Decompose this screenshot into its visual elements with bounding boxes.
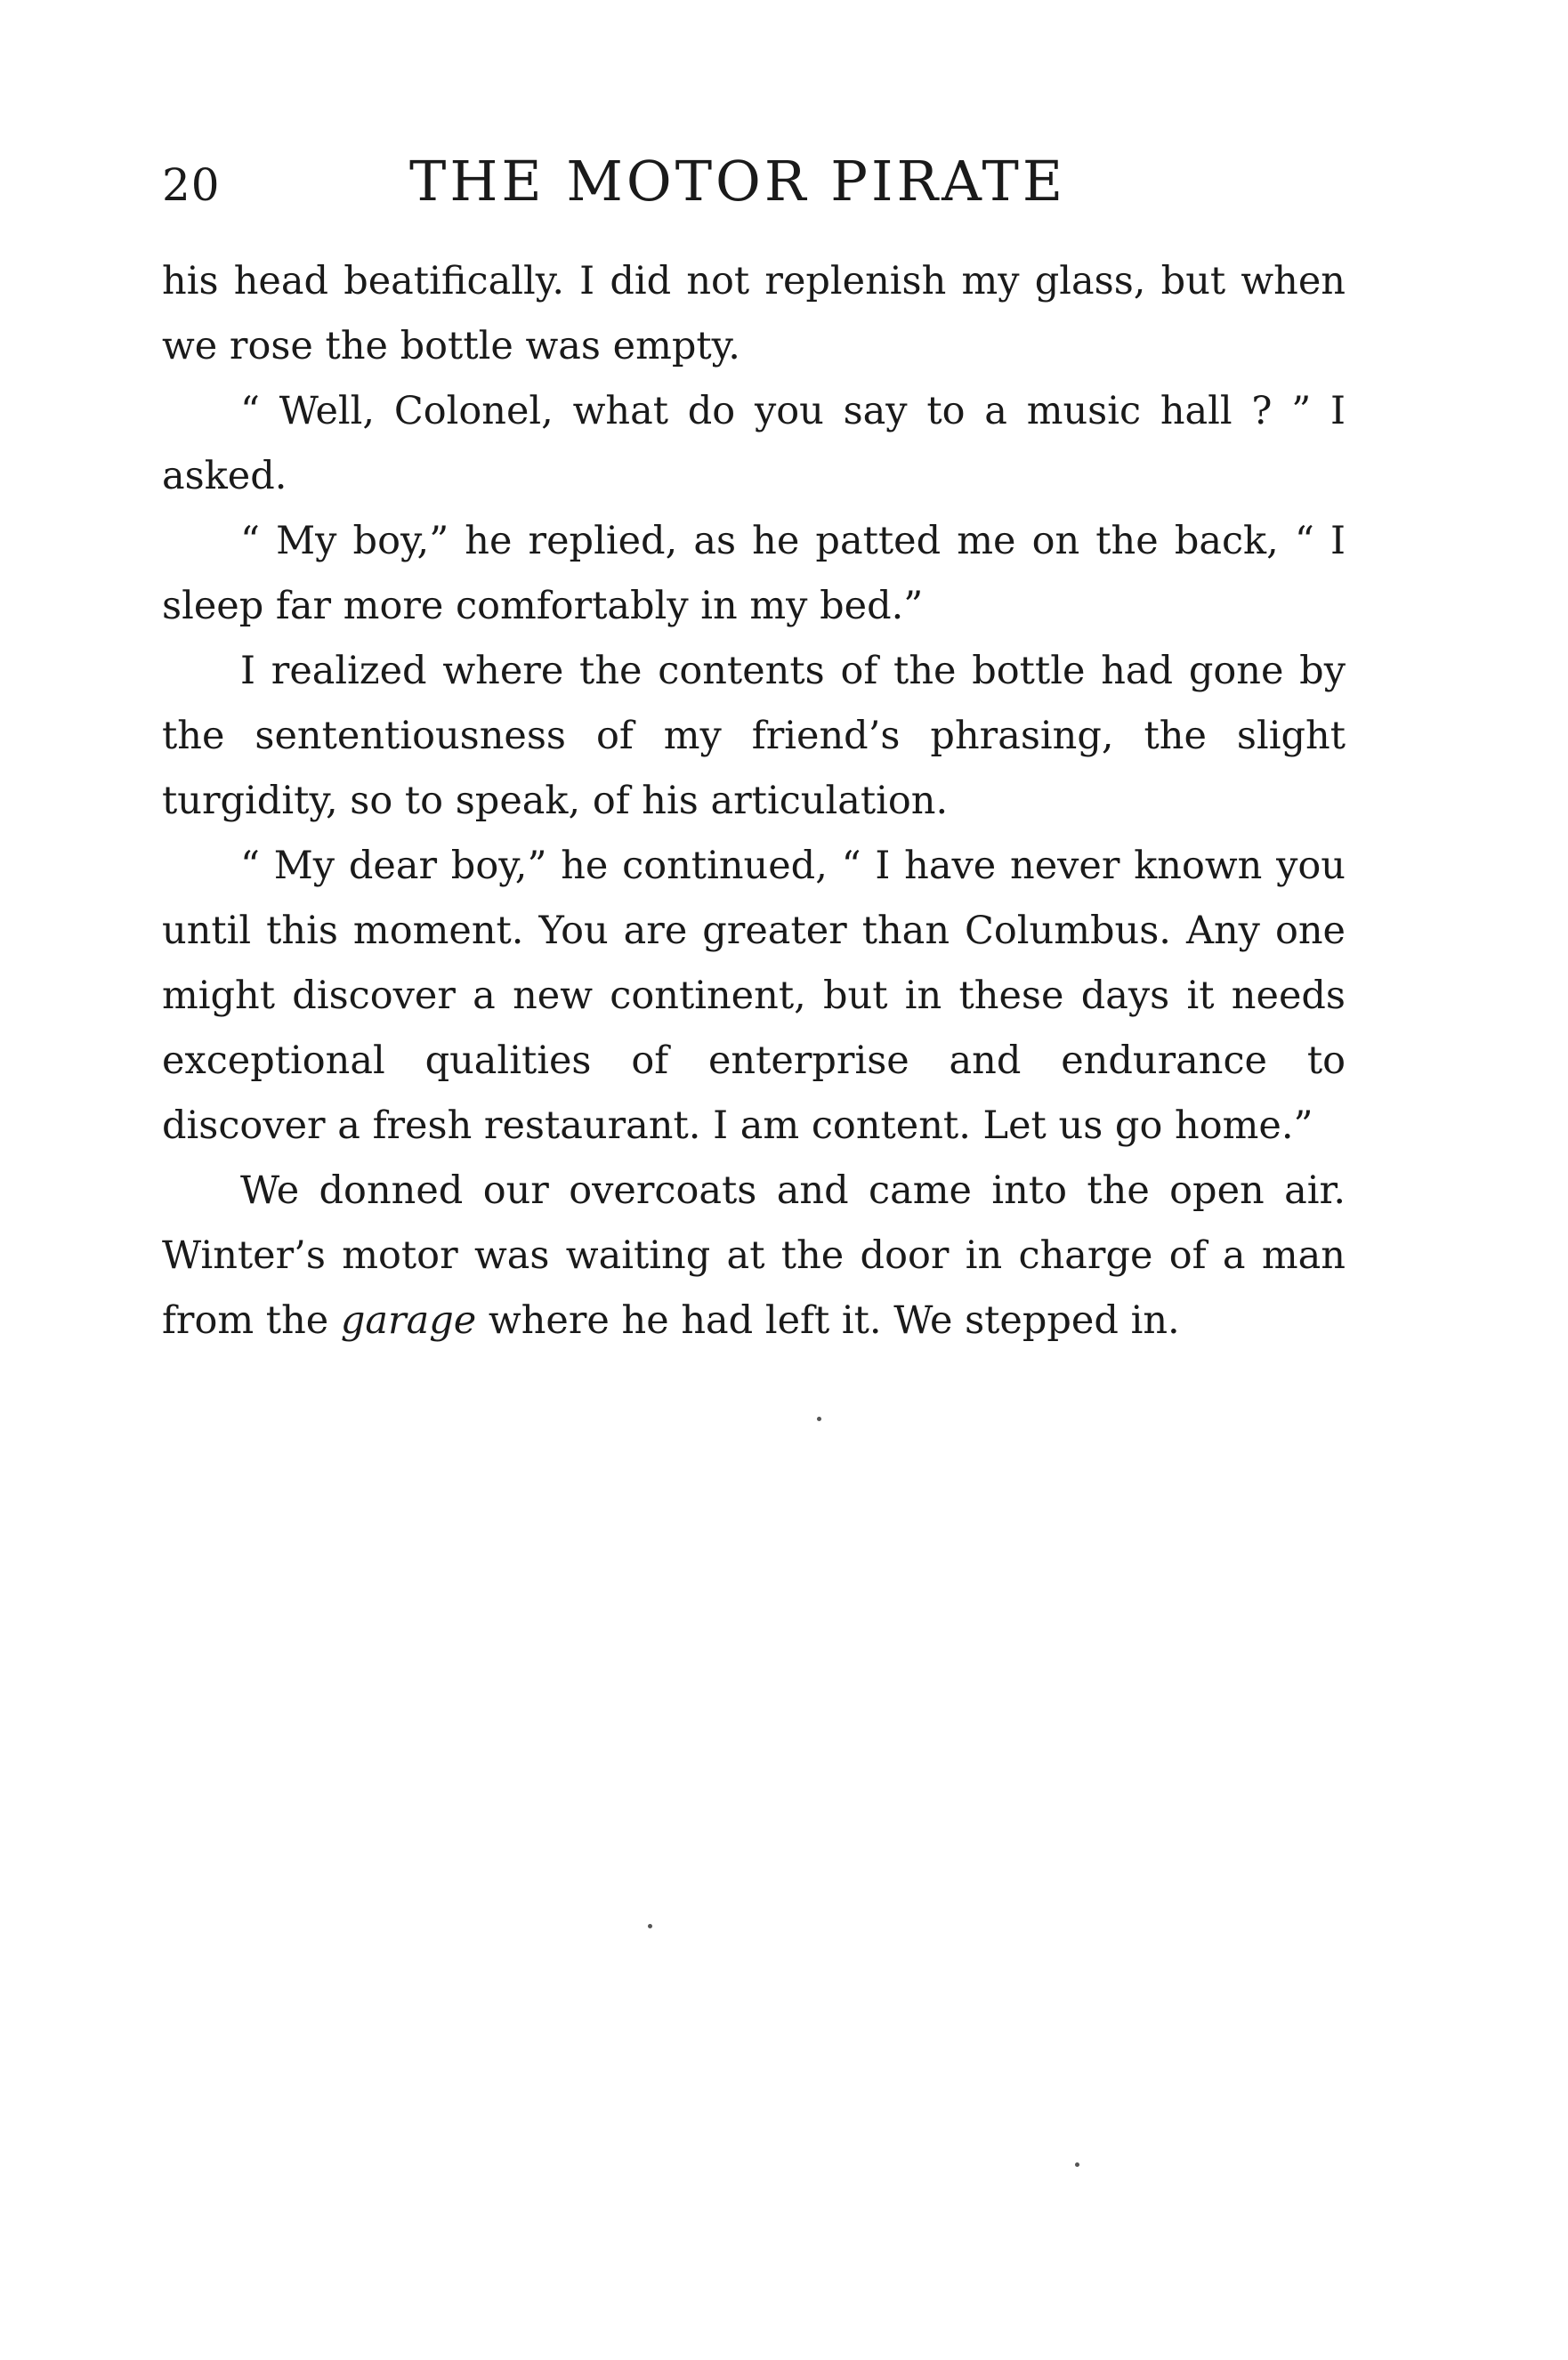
paragraph-6-end: where he had left it. We stepped in. [476, 1298, 1180, 1343]
print-speck [1075, 2162, 1079, 2167]
paragraph-4: I realized where the contents of the bottle had gone by the sententiousness of my friend’s phrasing, the slight turgidity, so to speak, of his articulation. [162, 649, 1346, 823]
running-head [162, 150, 1346, 221]
paragraph-1: his head beatifically. I did not replenish my glass, but when we rose the bottle was empty. [162, 259, 1346, 368]
running-title: THE MOTOR PIRATE [409, 149, 1067, 214]
body-text [162, 249, 1346, 1354]
paragraph-6 [162, 1159, 1346, 1354]
page-number: 20 [162, 159, 221, 211]
paragraph-6-start: We donned our overcoats and came into the open air. Winter’s motor was waiting at the door in charge of a man from the [162, 1168, 1346, 1343]
paragraph-2: “ Well, Colonel, what do you say to a music hall ? ” I asked. [162, 389, 1346, 498]
italic-word-garage: garage [340, 1298, 477, 1343]
print-speck [648, 1924, 652, 1928]
paragraph-3: “ My boy,” he replied, as he patted me on the back, “ I sleep far more comfortably in my bed.” [162, 519, 1346, 628]
print-speck [817, 1417, 821, 1421]
paragraph-5: “ My dear boy,” he continued, “ I have never known you until this moment. You are greater than Columbus. Any one might discover a new continent, but in these days it needs exceptional qualities of enterprise and endurance to discover a fresh restaurant. I am content. Let us go home.” [162, 844, 1346, 1148]
